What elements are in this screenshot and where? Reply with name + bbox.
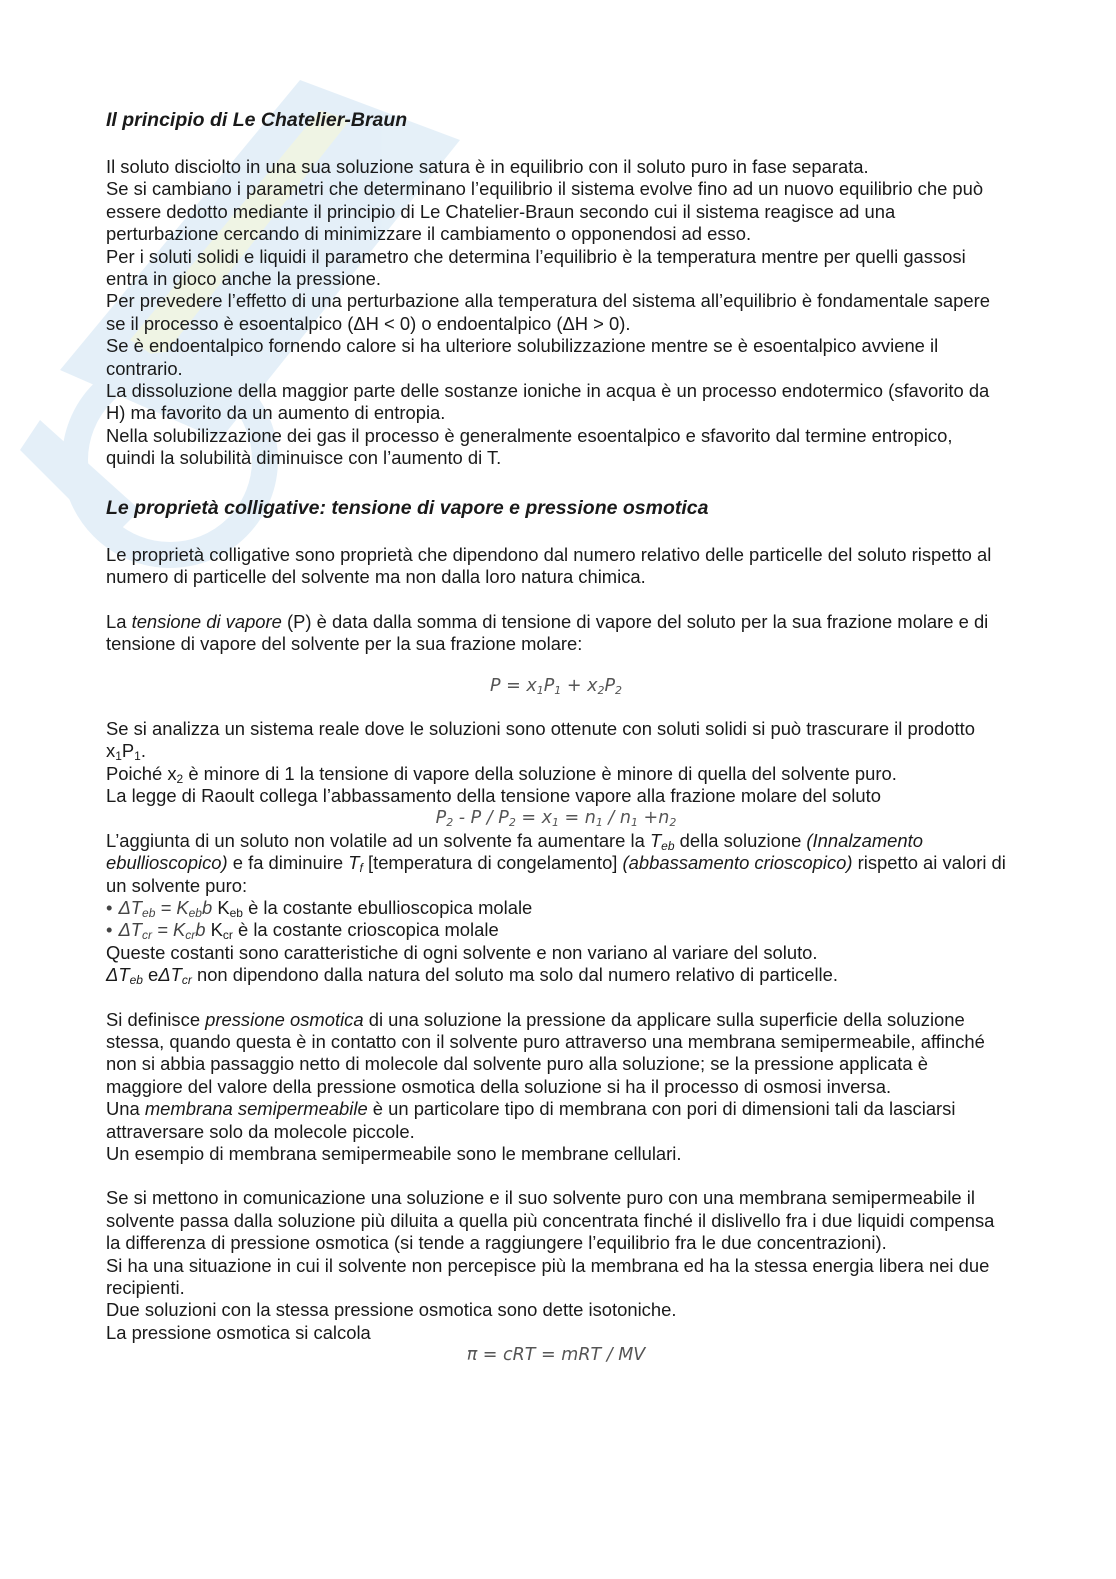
paragraph: Queste costanti sono caratteristiche di ogni solvente e non variano al variare del soluto.	[106, 941, 818, 963]
paragraph: Se si analizza un sistema reale dove le soluzioni sono ottenute con soluti solidi si può trascurare il prodotto $x_1P_1$.	[106, 717, 975, 764]
paragraph: L’aggiunta di un soluto non volatile ad un solvente fa aumentare la $T_{eb}$ della soluzione (Innalzamento ebullioscopico) e fa diminuire $T_f$ [temperatura di congelamento] (abbassamento crioscopico) rispetto ai valori di un solvente puro:	[106, 829, 1006, 896]
paragraph: Una membrana semipermeabile è un particolare tipo di membrana con pori di dimensioni tali da lasciarsi attraversare solo da molecole piccole.	[106, 1098, 956, 1142]
paragraph: La dissoluzione della maggior parte delle sostanze ioniche in acqua è un processo endotermico (sfavorito da H) ma favorito da un aumento di entropia.	[106, 380, 990, 424]
paragraph: Se si mettono in comunicazione una soluzione e il suo solvente puro con una membrana semipermeabile il solvente passa dalla soluzione più diluita a quella più concentrata finché il dislivello fra i due liquidi compensa la differenza di pressione osmotica (si tende a raggiungere l’equilibrio fra le due concentrazioni).	[106, 1187, 995, 1254]
paragraph: $\Delta T_{eb}$ eΔT$_{cr}$ non dipendono dalla natura del soluto ma solo dal numero relativo di particelle.	[106, 964, 838, 988]
paragraph: Si definisce pressione osmotica di una soluzione la pressione da applicare sulla superficie della soluzione stessa, quando questa è in contatto con il solvente puro attraverso una membrana semipermeabile, affinché non si abbia passaggio netto di molecole dal solvente puro alla soluzione; se la pressione applicata è maggiore del valore della pressione osmotica della soluzione si ha il processo di osmosi inversa.	[106, 1008, 985, 1097]
paragraph: Un esempio di membrana semipermeabile sono le membrane cellulari.	[106, 1143, 682, 1165]
paragraph: La legge di Raoult collega l’abbassamento della tensione vapore alla frazione molare del soluto	[106, 784, 881, 806]
paragraph: Le proprietà colligative sono proprietà che dipendono dal numero relativo delle particelle del soluto rispetto al numero di particelle del solvente ma non dalla loro natura chimica.	[106, 543, 992, 588]
paragraph: Per i soluti solidi e liquidi il parametro che determina l’equilibrio è la temperatura mentre per quelli gassosi entra in gioco anche la pressione.	[106, 245, 966, 290]
paragraph: Il soluto disciolto in una sua soluzione satura è in equilibrio con il soluto puro in fase separata.	[106, 156, 869, 177]
formula-vapor-pressure: $P = x_1P_1 + x_2P_2$	[490, 676, 622, 698]
paragraph: La pressione osmotica si calcola	[106, 1321, 371, 1343]
section-title-le-chatelier: Il principio di Le Chatelier-Braun	[106, 109, 408, 131]
paragraph: Poiché $x_2$ è minore di 1 la tensione di vapore della soluzione è minore di quella del solvente puro.	[106, 762, 897, 786]
document-page	[106, 108, 1006, 1367]
paragraph: Se si cambiano i parametri che determinano l’equilibrio il sistema evolve fino ad un nuovo equilibrio che può essere dedotto mediante il principio di Le Chatelier-Braun secondo cui il sistema reagisce ad una perturbazione cercando di minimizzare il cambiamento o opponendosi ad esso.	[106, 178, 984, 245]
formula-raoult: $P_2 - P / P_2 = x_1 = n_1 / n_1 +n_2$	[435, 808, 677, 830]
paragraph: Nella solubilizzazione dei gas il processo è generalmente esoentalpico e sfavorito dal termine entropico, quindi la solubilità diminuisce con l’aumento di T.	[106, 424, 953, 469]
paragraph: Si ha una situazione in cui il solvente non percepisce più la membrana ed ha la stessa energia libera nei due recipienti.	[106, 1254, 990, 1299]
paragraph: Se è endoentalpico fornendo calore si ha ulteriore solubilizzazione mentre se è esoentalpico avviene il contrario.	[106, 335, 939, 379]
list-item: • $\Delta T_{eb} = K_{eb}b$ $K_{eb}$ è la costante ebullioscopica molale	[106, 896, 533, 920]
paragraph: Per prevedere l’effetto di una perturbazione alla temperatura del sistema all’equilibrio è fondamentale sapere se il processo è esoentalpico (ΔH < 0) o endoentalpico (ΔH > 0).	[106, 290, 990, 334]
paragraph: La tensione di vapore (P) è data dalla somma di tensione di vapore del soluto per la sua frazione molare e di tensione di vapore del solvente per la sua frazione molare:	[106, 610, 989, 654]
list-item: • $\Delta T_{cr} = K_{cr}b$ $K_{cr}$ è la costante crioscopica molale	[106, 919, 499, 943]
paragraph: Due soluzioni con la stessa pressione osmotica sono dette isotoniche.	[106, 1299, 677, 1321]
formula-osmotic-pressure: π = cRT = mRT / MV	[466, 1345, 646, 1366]
section-title-colligative: Le proprietà colligative: tensione di vapore e pressione osmotica	[106, 496, 709, 519]
